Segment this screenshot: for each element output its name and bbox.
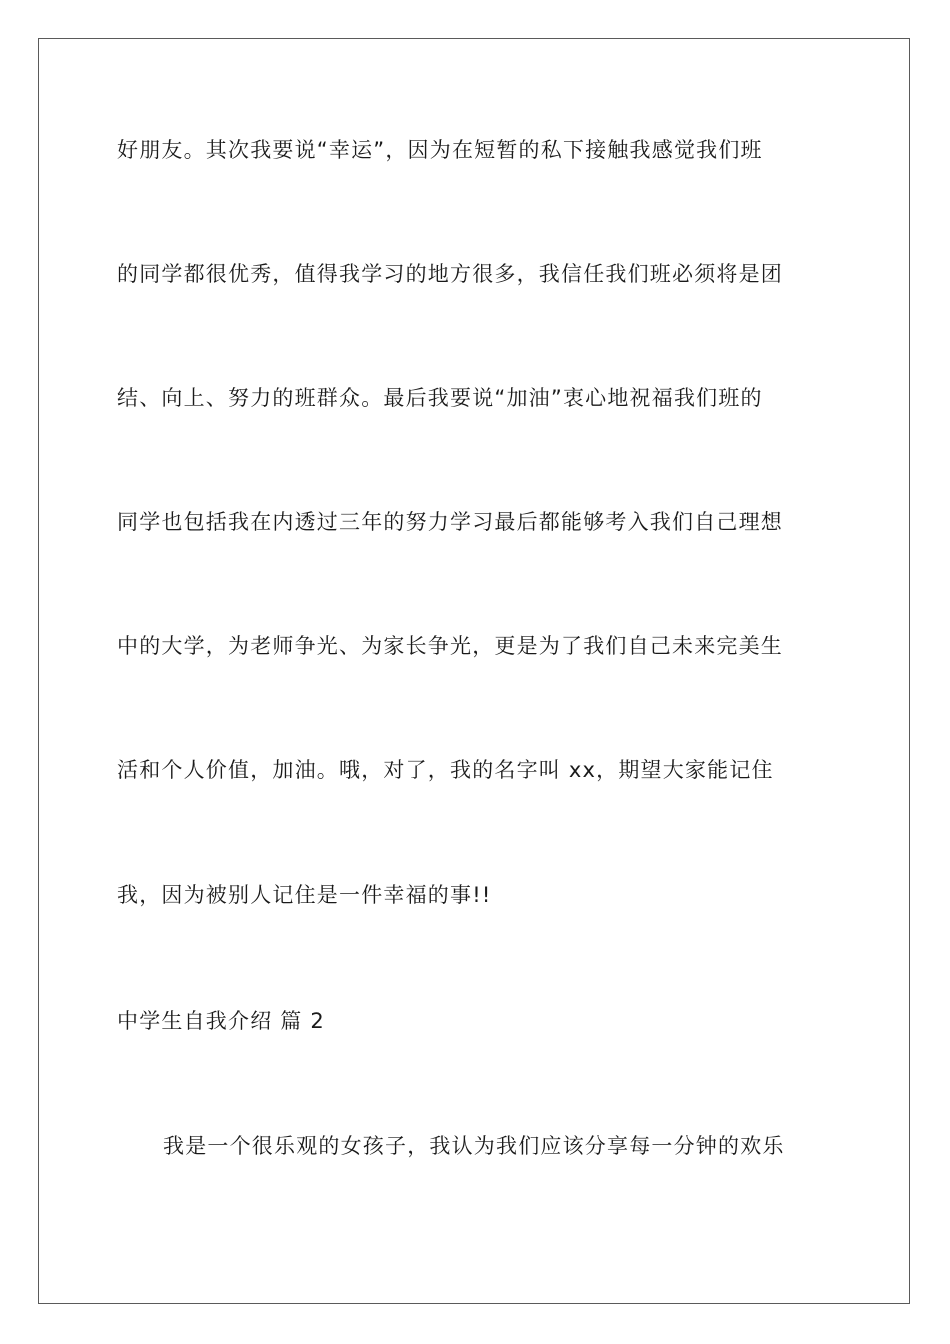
paragraph-line-7: 我，因为被别人记住是一件幸福的事!! — [117, 883, 492, 907]
paragraph-line-1: 好朋友。其次我要说“幸运”，因为在短暂的私下接触我感觉我们班 — [117, 138, 763, 162]
paragraph-line-5: 中的大学，为老师争光、为家长争光，更是为了我们自己未来完美生 — [117, 634, 783, 658]
page-border — [38, 38, 910, 1304]
paragraph-line-3: 结、向上、努力的班群众。最后我要说“加油”衷心地祝福我们班的 — [117, 386, 763, 410]
paragraph-first-line: 我是一个很乐观的女孩子，我认为我们应该分享每一分钟的欢乐 — [163, 1134, 785, 1158]
paragraph-line-4: 同学也包括我在内透过三年的努力学习最后都能够考入我们自己理想 — [117, 510, 783, 534]
section-heading: 中学生自我介绍 篇 2 — [117, 1009, 325, 1033]
paragraph-line-6: 活和个人价值，加油。哦，对了，我的名字叫 xx，期望大家能记住 — [117, 758, 774, 782]
paragraph-line-2: 的同学都很优秀，值得我学习的地方很多，我信任我们班必须将是团 — [117, 262, 783, 286]
